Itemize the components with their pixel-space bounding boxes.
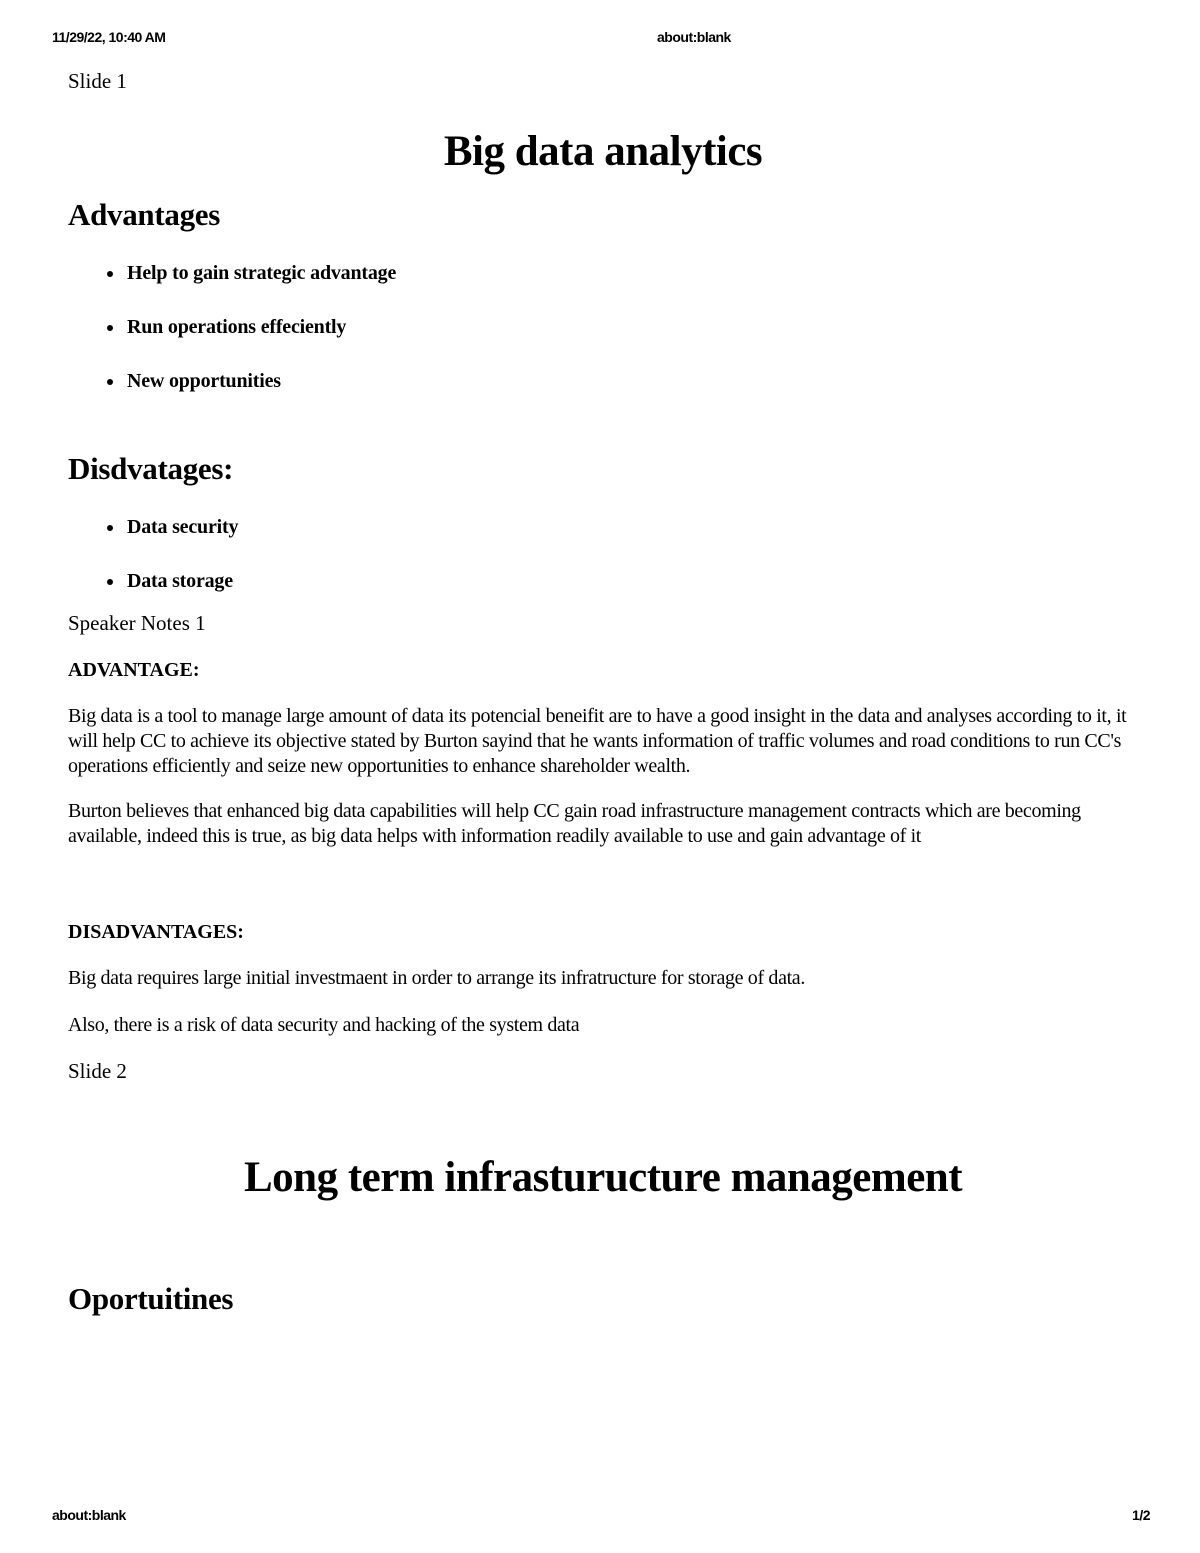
print-url: about:blank: [657, 29, 731, 45]
list-item: Data storage: [127, 568, 1138, 594]
disadvantages-list: [68, 514, 1138, 594]
page-number: 1/2: [1132, 1507, 1150, 1523]
disadvantage-paragraph-1: Big data requires large initial investmaent in order to arrange its infratructure for storage of data.: [68, 967, 805, 989]
slide-1-title: Big data analytics: [443, 128, 763, 175]
list-item: Run operations effeciently: [127, 314, 1138, 340]
slide-2-title: Long term infrasturucture management: [243, 1154, 963, 1201]
print-footer: [52, 1507, 1150, 1527]
footer-url: about:blank: [52, 1507, 126, 1523]
list-item: New opportunities: [127, 368, 1138, 394]
advantage-paragraph-2: Burton believes that enhanced big data capabilities will help CC gain road infrastructure management contracts which are becoming available, indeed this is true, as big data helps with information readily available to use and gain advantage of it: [68, 800, 1081, 847]
document-content: [68, 64, 1138, 1318]
slide-2-label: Slide 2: [68, 1059, 127, 1083]
disadvantage-paragraph-2: Also, there is a risk of data security and hacking of the system data: [68, 1014, 580, 1036]
list-item: Data security: [127, 514, 1138, 540]
slide-1-label: Slide 1: [68, 69, 127, 93]
advantage-notes-heading: ADVANTAGE:: [68, 659, 200, 681]
print-datetime: 11/29/22, 10:40 AM: [52, 29, 166, 45]
disadvantages-notes-heading: DISADVANTAGES:: [68, 921, 244, 943]
advantage-paragraph-1: Big data is a tool to manage large amount of data its potencial beneifit are to have a good insight in the data and analyses according to it, it will help CC to achieve its objective stated by Burton sayind that he wants information of traffic volumes and road conditions to run CC's operations efficiently and seize new opportunities to enhance shareholder wealth.: [68, 705, 1127, 777]
advantages-heading: Advantages: [68, 197, 221, 232]
print-header: [52, 29, 1150, 49]
speaker-notes-label: Speaker Notes 1: [68, 611, 206, 635]
list-item: Help to gain strategic advantage: [127, 260, 1138, 286]
disadvantages-heading: Disdvatages:: [68, 451, 234, 486]
advantages-list: [68, 260, 1138, 394]
opportunities-heading: Oportuitines: [68, 1281, 234, 1316]
